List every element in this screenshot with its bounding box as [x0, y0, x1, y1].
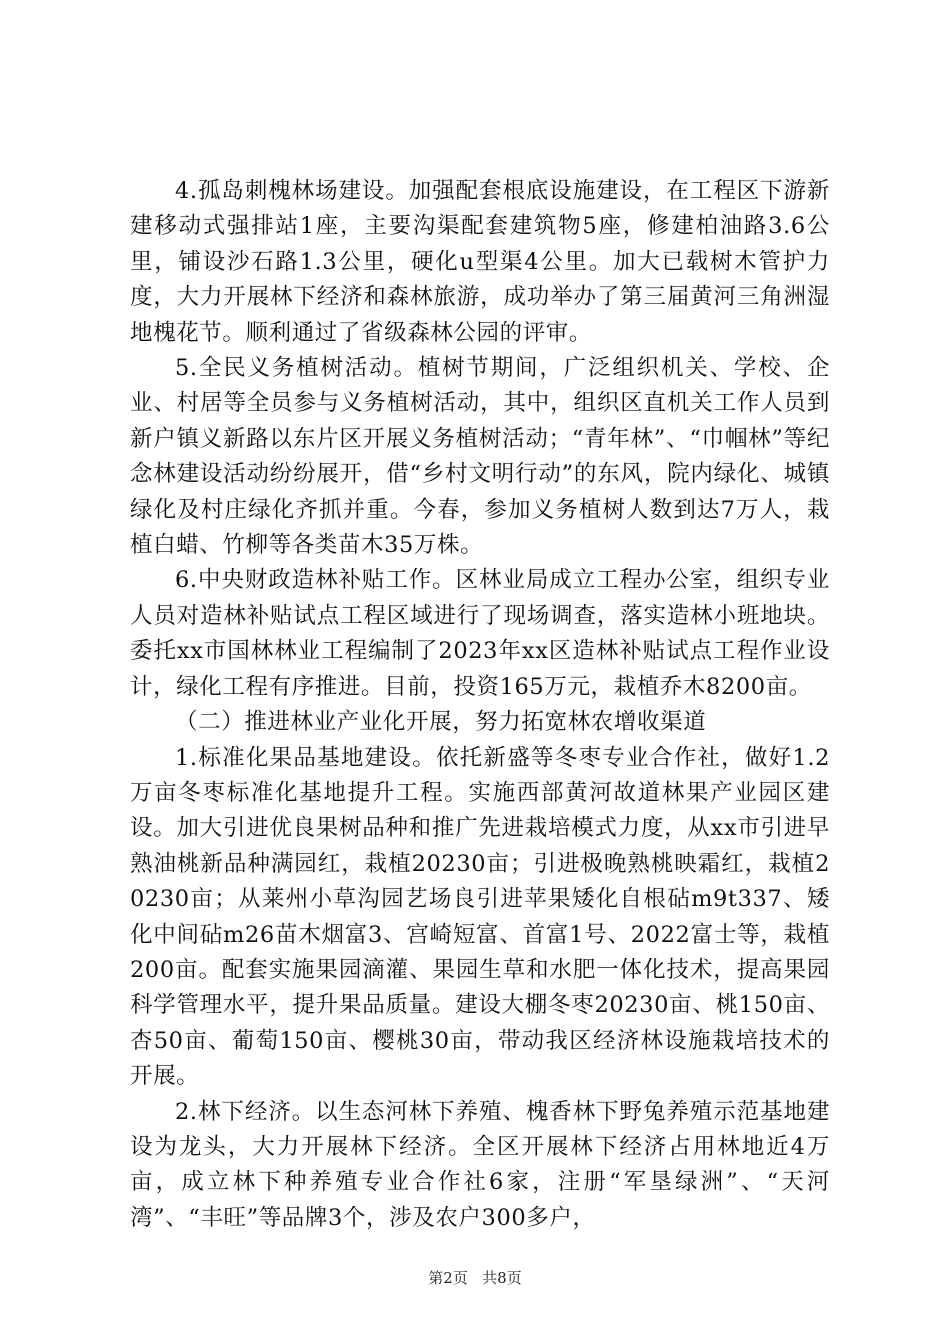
page-separator: [473, 1269, 478, 1287]
paragraph-item-6: 6.中央财政造林补贴工作。区林业局成立工程办公室，组织专业人员对造林补贴试点工程区域进行了现场调查，落实造林小班地块。委托xx市国林林业工程编制了2023年xx区造林补贴试点工程作业设计，绿化工程有序推进。目前，投资165万元，栽植乔木8200亩。: [130, 567, 830, 700]
paragraph-item-5: 5.全民义务植树活动。植树节期间，广泛组织机关、学校、企业、村居等全员参与义务植树活动，其中，组织区直机关工作人员到新户镇义新路以东片区开展义务植树活动；“青年林”、“巾帼林”等纪念林建设活动纷纷展开，借“乡村文明行动”的东风，院内绿化、城镇绿化及村庄绿化齐抓并重。今春，参加义务植树人数到达7万人，栽植白蜡、竹柳等各类苗木35万株。: [130, 355, 830, 559]
paragraph-item-2: 2.林下经济。以生态河林下养殖、槐香林下野兔养殖示范基地建设为龙头，大力开展林下经济。全区开展林下经济占用林地近4万亩，成立林下种养殖专业合作社6家，注册“军垦绿洲”、“天河湾”、“丰旺”等品牌3个，涉及农户300多户，: [130, 1098, 830, 1231]
document-body: [130, 174, 830, 1236]
paragraph-item-4: 4.孤岛刺槐林场建设。加强配套根底设施建设，在工程区下游新建移动式强排站1座，主要沟渠配套建筑物5座，修建柏油路3.6公里，铺设沙石路1.3公里，硬化u型渠4公里。加大已载树木管护力度，大力开展林下经济和森林旅游，成功举办了第三届黄河三角洲湿地槐花节。顺利通过了省级森林公园的评审。: [130, 178, 830, 346]
paragraph-item-1: 1.标准化果品基地建设。依托新盛等冬枣专业合作社，做好1.2万亩冬枣标准化基地提升工程。实施西部黄河故道林果产业园区建设。加大引进优良果树品种和推广先进栽培模式力度，从xx市引进早熟油桃新品种满园红，栽植20230亩；引进极晚熟桃映霜红，栽植20230亩；从莱州小草沟园艺场良引进苹果矮化自根砧m9t337、矮化中间砧m26苗木烟富3、宫崎短富、首富1号、2022富士等，栽植200亩。配套实施果园滴灌、果园生草和水肥一体化技术，提高果园科学管理水平，提升果品质量。建设大棚冬枣20230亩、桃150亩、杏50亩、葡萄150亩、樱桃30亩，带动我区经济林设施栽培技术的开展。: [130, 744, 830, 1090]
page-footer: [0, 1268, 950, 1288]
page-total: 共8页: [482, 1269, 522, 1287]
section-heading-2: （二）推进林业产业化开展，努力拓宽林农增收渠道: [175, 709, 707, 736]
page-number: 第2页: [428, 1269, 468, 1287]
